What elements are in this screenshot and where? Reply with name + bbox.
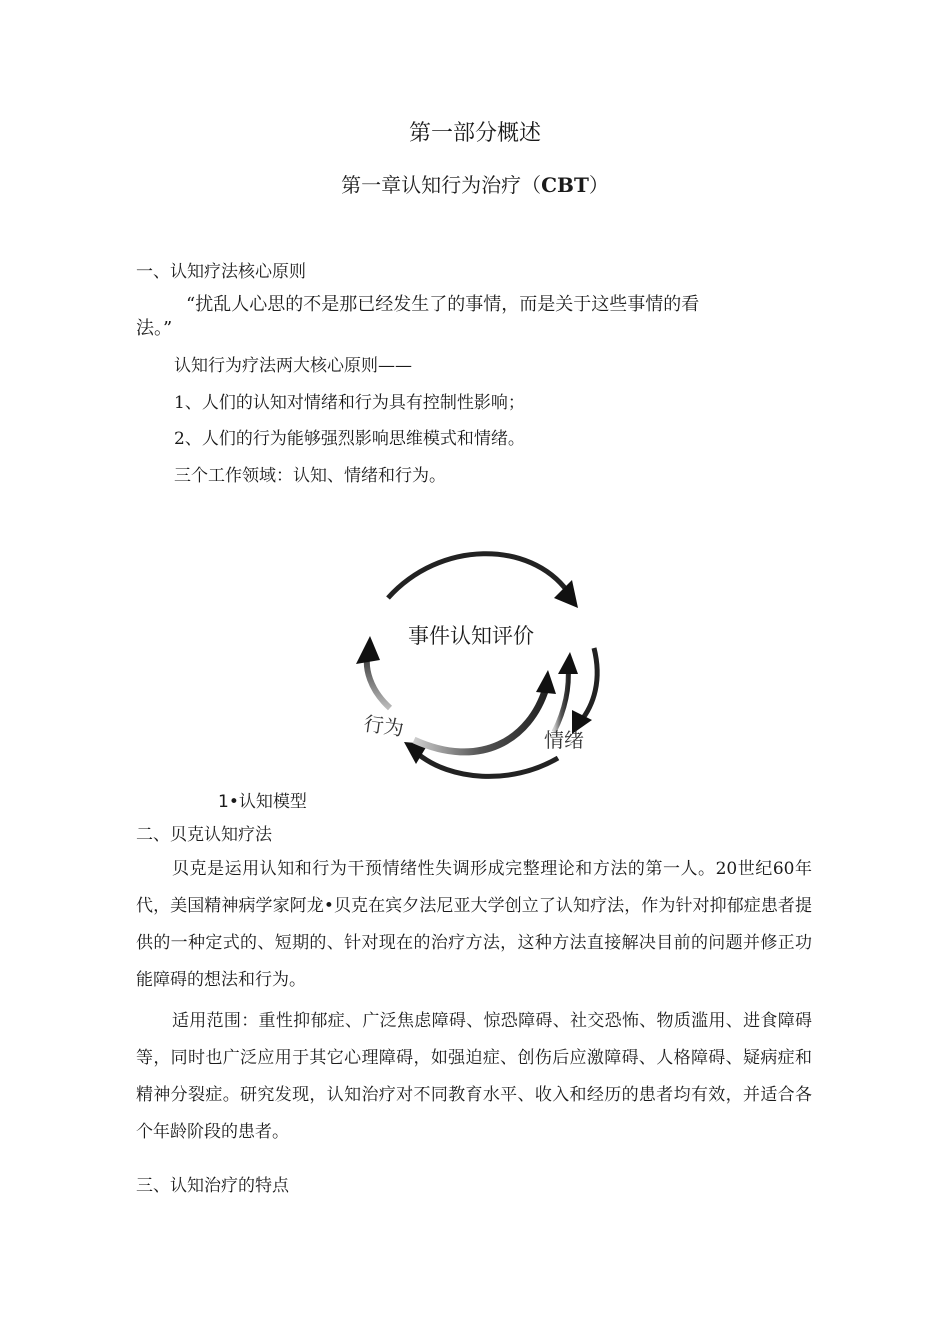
section2-heading: 二、贝克认知疗法 [136,825,272,845]
arrow-bottom [418,754,558,776]
arrowhead-inner2 [558,652,578,674]
principles-intro: 认知行为疗法两大核心原则—— [174,356,412,376]
center-label: 事件认知评价 [408,624,534,648]
chapter-prefix: 第一章认知行为治疗（ [341,173,542,197]
scope-paragraph: 适用范围：重性抑郁症、广泛焦虑障碍、惊恐障碍、社交恐怖、物质滥用、进食障碍等，同时也广泛应用于其它心理障碍，如强迫症、创伤后应激障碍、人格障碍、疑病症和精神分裂症。研究发现，认知治疗对不同教育水平、收入和经历的患者均有效，并适合各个年龄阶段的患者。 [136,1011,812,1142]
arrowhead-left [356,636,380,664]
chapter-abbr: CBT [541,173,589,197]
arrow-right [580,648,597,722]
behavior-label: 行为 [362,711,406,741]
cognitive-model-diagram [340,540,610,790]
section1-heading: 一、认知疗法核心原则 [136,262,306,282]
arrow-inner2 [554,666,568,732]
chapter-title [0,169,950,198]
principle-2: 2、人们的行为能够强烈影响思维模式和情绪。 [174,429,525,449]
principle-1: 1、人们的认知对情绪和行为具有控制性影响； [174,393,525,413]
arrowhead-top [554,580,578,608]
chapter-suffix: ） [588,173,609,197]
page-title: 第一部分概述 [408,121,541,146]
quote-line2: 法。” [136,318,173,339]
arrow-top [388,554,568,598]
arrowhead-inner1 [536,670,556,694]
quote-line1: “扰乱人心思的不是那已经发生了的事情，而是关于这些事情的看 [186,294,700,315]
work-domains: 三个工作领域：认知、情绪和行为。 [174,466,446,486]
arrow-inner1 [414,688,546,752]
figure-caption: 1•认知模型 [218,792,307,812]
beck-paragraph: 贝克是运用认知和行为干预情绪性失调形成完整理论和方法的第一人。20世纪60年代，美国精神病学家阿龙•贝克在宾夕法尼亚大学创立了认知疗法，作为针对抑郁症患者提供的一种定式的、短期的、针对现在的治疗方法，这种方法直接解决目前的问题并修正功能障碍的想法和行为。 [136,859,812,990]
emotion-label: 情绪 [544,728,584,752]
section3-heading: 三、认知治疗的特点 [136,1176,289,1196]
